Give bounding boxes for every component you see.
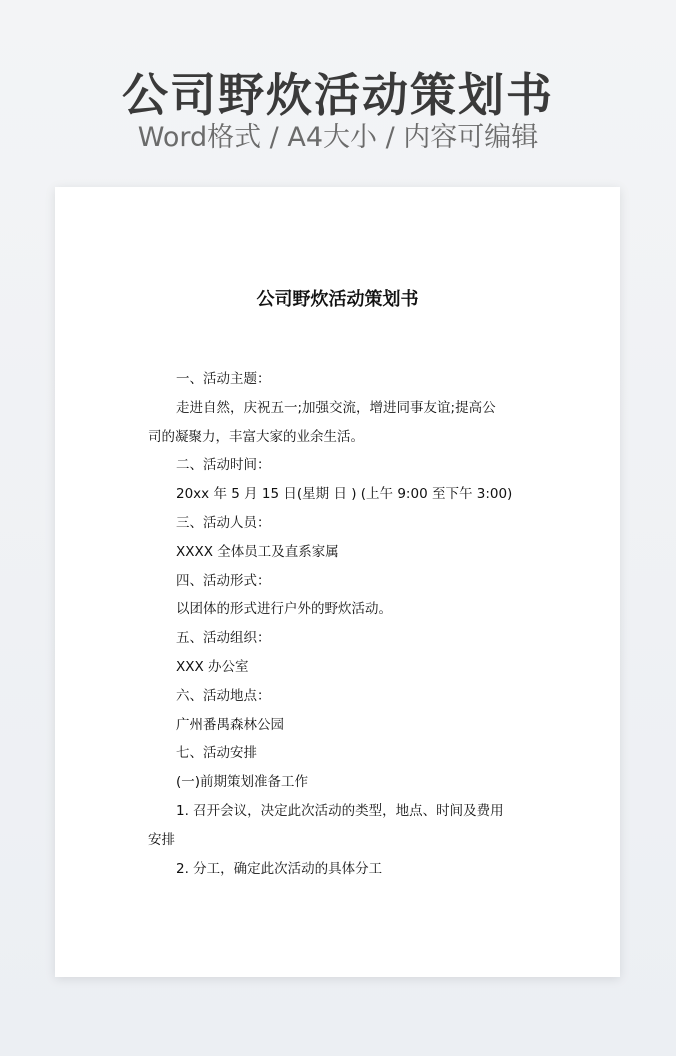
document-body (148, 365, 534, 883)
paragraph-line: 广州番禺森林公园 (176, 716, 284, 733)
paragraph-line: 1. 召开会议，决定此次活动的类型，地点、时间及费用 (176, 802, 504, 819)
document-title: 公司野炊活动策划书 (256, 289, 419, 310)
paragraph-line: 20xx 年 5 月 15 日(星期 日 ) (上午 9:00 至下午 3:00) (176, 486, 513, 503)
section-heading-participants: 三、活动人员： (176, 514, 271, 531)
section-heading-location: 六、活动地点： (176, 687, 271, 704)
paragraph-line: 2. 分工，确定此次活动的具体分工 (176, 860, 383, 877)
banner-subtitle: Word格式 / A4大小 / 内容可编辑 (137, 122, 539, 153)
section-heading-theme: 一、活动主题： (176, 371, 271, 387)
paragraph-line: 司的凝聚力，丰富大家的业余生活。 (148, 428, 364, 445)
section-heading-format: 四、活动形式： (176, 572, 271, 589)
banner-title: 公司野炊活动策划书 (122, 68, 554, 122)
section-heading-time: 二、活动时间： (176, 457, 271, 474)
paragraph-line: XXX 办公室 (176, 658, 249, 675)
paragraph-line: 安排 (148, 831, 175, 848)
subsection-heading: (一)前期策划准备工作 (176, 774, 309, 791)
section-heading-organizer: 五、活动组织： (176, 630, 271, 647)
paragraph-line: XXXX 全体员工及直系家属 (176, 543, 339, 560)
paragraph-line: 走进自然，庆祝五一;加强交流，增进同事友谊;提高公 (176, 399, 496, 416)
paragraph-line: 以团体的形式进行户外的野炊活动。 (176, 601, 392, 618)
document-page (55, 187, 620, 977)
section-heading-schedule: 七、活动安排 (176, 745, 257, 762)
